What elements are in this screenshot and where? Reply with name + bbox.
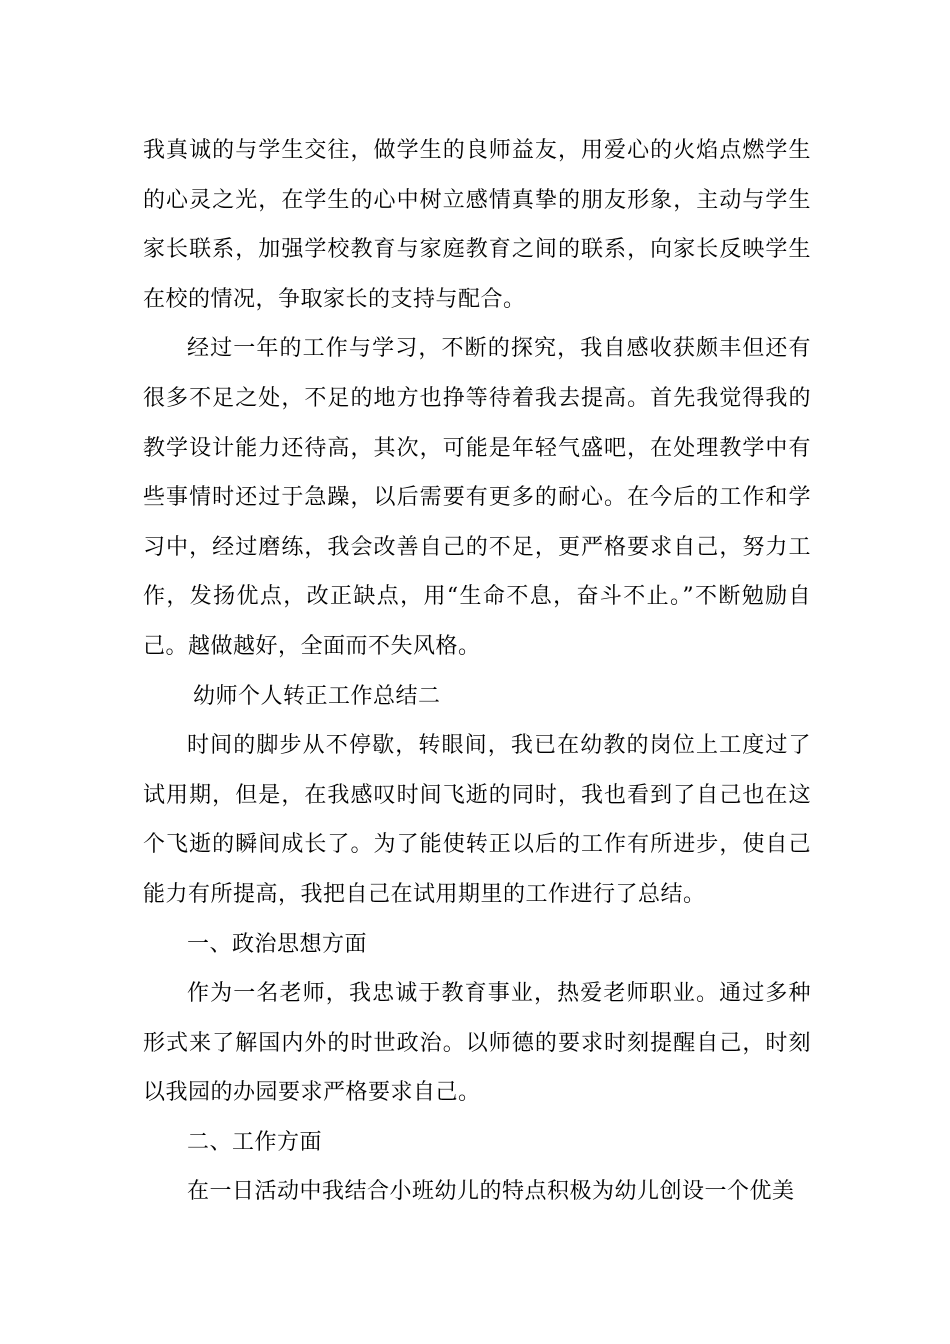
document-body: [143, 126, 811, 1217]
section-title: 幼师个人转正工作总结二: [193, 683, 441, 709]
heading-political: 一、政治思想方面: [187, 931, 368, 957]
paragraph-reflection: 经过一年的工作与学习，不断的探究，我自感收获颇丰但还有很多不足之处，不足的地方也挣等待着我去提高。首先我觉得我的教学设计能力还待高，其次，可能是年轻气盛吧，在处理教学中有些事情时还过于急躁，以后需要有更多的耐心。在今后的工作和学习中，经过磨练，我会改善自己的不足，更严格要求自己，努力工作，发扬优点，改正缺点，用“生命不息，奋斗不止。”不断勉励自己。越做越好，全面而不失风格。: [143, 336, 811, 659]
paragraph-intro: 时间的脚步从不停歇，转眼间，我已在幼教的岗位上工度过了试用期，但是，在我感叹时间飞逝的同时，我也看到了自己也在这个飞逝的瞬间成长了。为了能使转正以后的工作有所进步，使自己能力有所提高，我把自己在试用期里的工作进行了总结。: [143, 733, 811, 907]
paragraph-continuation: 我真诚的与学生交往，做学生的良师益友，用爱心的火焰点燃学生的心灵之光，在学生的心中树立感情真挚的朋友形象，主动与学生家长联系，加强学校教育与家庭教育之间的联系，向家长反映学生在校的情况，争取家长的支持与配合。: [143, 138, 811, 312]
heading-work: 二、工作方面: [187, 1129, 323, 1155]
paragraph-political: 作为一名老师，我忠诚于教育事业，热爱老师职业。通过多种形式来了解国内外的时世政治。以师德的要求时刻提醒自己，时刻以我园的办园要求严格要求自己。: [143, 981, 811, 1106]
paragraph-work: 在一日活动中我结合小班幼儿的特点积极为幼儿创设一个优美: [187, 1179, 795, 1205]
